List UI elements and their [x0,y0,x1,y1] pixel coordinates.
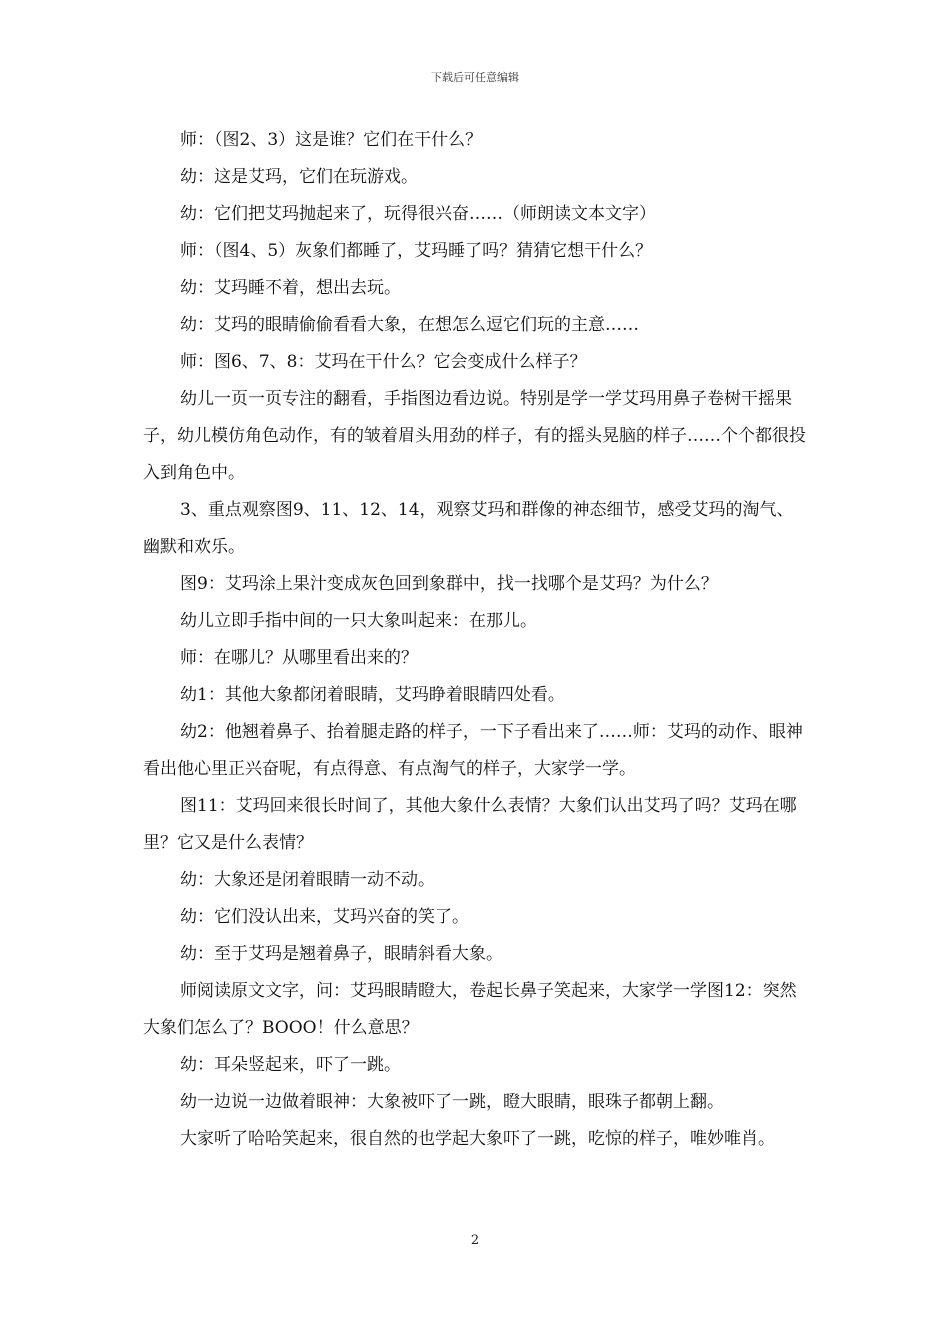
paragraph: 师：（图4、5）灰象们都睡了，艾玛睡了吗？猜猜它想干什么？ [180,241,653,261]
paragraph: 幼：这是艾玛，它们在玩游戏。 [180,167,418,187]
paragraph: 大家听了哈哈笑起来，很自然的也学起大象吓了一跳，吃惊的样子，唯妙唯肖。 [180,1129,775,1149]
paragraph: 幼1：其他大象都闭着眼睛，艾玛睁着眼睛四处看。 [180,685,565,705]
paragraph: 幼一边说一边做着眼神：大象被吓了一跳，瞪大眼睛，眼珠子都朝上翻。 [180,1092,724,1112]
paragraph: 幼：大象还是闭着眼睛一动不动。 [180,870,435,890]
paragraph: 师：（图2、3）这是谁？它们在干什么？ [180,130,483,150]
document-body [143,122,807,1158]
paragraph: 图9：艾玛涂上果汁变成灰色回到象群中，找一找哪个是艾玛？为什么？ [180,574,718,594]
paragraph: 幼2：他翘着鼻子、抬着腿走路的样子，一下子看出来了……师：艾玛的动作、眼神看出他心里正兴奋呢，有点得意、有点淘气的样子，大家学一学。 [143,722,803,779]
paragraph: 幼儿一页一页专注的翻看，手指图边看边说。特别是学一学艾玛用鼻子卷树干摇果子，幼儿模仿角色动作，有的皱着眉头用劲的样子，有的摇头晃脑的样子……个个都很投入到角色中。 [143,389,806,483]
paragraph: 幼：耳朵竖起来，吓了一跳。 [180,1055,401,1075]
paragraph: 3、重点观察图9、11、12、14，观察艾玛和群像的神态细节，感受艾玛的淘气、幽默和欢乐。 [143,500,794,557]
paragraph: 幼：艾玛的眼睛偷偷看看大象，在想怎么逗它们玩的主意…… [180,315,639,335]
paragraph: 幼：艾玛睡不着，想出去玩。 [180,278,401,298]
page-header: 下载后可任意编辑 [431,71,519,84]
paragraph: 幼：它们把艾玛抛起来了，玩得很兴奋……（师朗读文本文字） [180,204,656,224]
paragraph: 幼：至于艾玛是翘着鼻子，眼睛斜看大象。 [180,944,503,964]
paragraph: 图11：艾玛回来很长时间了，其他大象什么表情？大象们认出艾玛了吗？艾玛在哪里？它又是什么表情？ [143,796,797,853]
paragraph: 师：图6、7、8：艾玛在干什么？它会变成什么样子？ [180,352,587,372]
paragraph: 幼：它们没认出来，艾玛兴奋的笑了。 [180,907,469,927]
page-number: 2 [470,1233,480,1248]
paragraph: 师阅读原文文字，问：艾玛眼睛瞪大，卷起长鼻子笑起来，大家学一学图12：突然大象们怎么了？BOOO！什么意思？ [143,981,797,1038]
paragraph: 师：在哪儿？从哪里看出来的？ [180,648,418,668]
paragraph: 幼儿立即手指中间的一只大象叫起来：在那儿。 [180,611,537,631]
